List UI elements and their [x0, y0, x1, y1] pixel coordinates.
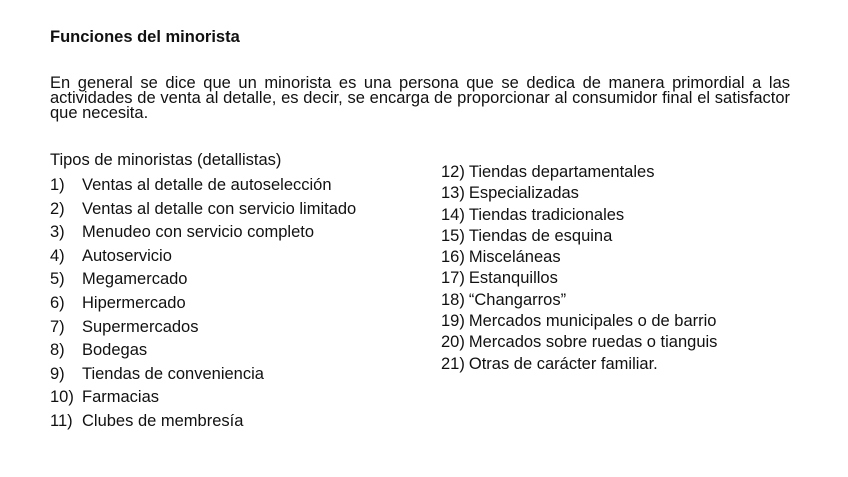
- list-item: [50, 221, 356, 245]
- list-item: [50, 316, 356, 340]
- list-item: [441, 354, 717, 375]
- item-number: 6): [50, 293, 65, 312]
- item-number: 13): [441, 184, 465, 203]
- item-label: Supermercados: [82, 317, 199, 336]
- list-item: [50, 410, 356, 434]
- list-item: [50, 198, 356, 222]
- list-item: [441, 311, 717, 332]
- item-label: Autoservicio: [82, 246, 172, 265]
- item-label: Tiendas departamentales: [468, 163, 655, 181]
- item-number: 16): [441, 248, 465, 267]
- item-number: 2): [50, 199, 65, 218]
- item-label: Misceláneas: [468, 248, 561, 267]
- item-number: 18): [441, 290, 465, 309]
- item-number: 21): [441, 354, 465, 373]
- item-label: “Changarros”: [468, 290, 567, 309]
- item-label: Ventas al detalle con servicio limitado: [82, 199, 357, 218]
- item-number: 1): [50, 176, 65, 194]
- item-label: Especializadas: [468, 184, 579, 203]
- item-label: Tiendas de esquina: [468, 226, 613, 245]
- list-item: [441, 205, 717, 226]
- item-label: Farmacias: [82, 388, 160, 407]
- item-number: 4): [50, 246, 65, 265]
- item-number: 7): [50, 317, 65, 336]
- list-item: [441, 162, 717, 183]
- list-item: [50, 268, 356, 292]
- list-item: [50, 292, 356, 316]
- list-item: [441, 332, 717, 353]
- list-item: [50, 339, 356, 363]
- item-number: 14): [441, 205, 465, 224]
- item-label: Ventas al detalle de autoselección: [82, 176, 332, 194]
- item-number: 8): [50, 341, 65, 360]
- list-item: [441, 226, 717, 247]
- item-label: Mercados sobre ruedas o tianguis: [468, 333, 718, 352]
- list-item: [50, 386, 356, 410]
- list-heading: Tipos de minoristas (detallistas): [50, 151, 282, 169]
- item-number: 9): [50, 364, 65, 383]
- item-label: Tiendas de conveniencia: [82, 364, 264, 383]
- item-number: 10): [50, 388, 74, 407]
- item-label: Megamercado: [82, 270, 188, 289]
- item-number: 3): [50, 223, 65, 242]
- item-label: Mercados municipales o de barrio: [468, 312, 717, 331]
- document-title: Funciones del minorista: [50, 28, 240, 46]
- list-item: [441, 247, 717, 268]
- list-item: [50, 245, 356, 269]
- item-label: Hipermercado: [82, 293, 186, 312]
- item-number: 19): [441, 312, 465, 331]
- item-number: 11): [50, 411, 73, 430]
- item-number: 17): [441, 269, 465, 288]
- item-number: 20): [441, 333, 465, 352]
- item-number: 15): [441, 226, 465, 245]
- item-number: 5): [50, 270, 65, 289]
- item-label: Otras de carácter familiar.: [468, 354, 658, 373]
- item-number: 12): [441, 163, 465, 181]
- item-label: Menudeo con servicio completo: [82, 223, 315, 242]
- intro-paragraph: En general se dice que un minorista es una persona que se dedica de manera primordial a las actividades de venta al detalle, es decir, se encarga de proporcionar al consumidor final el satisfactor que necesita.: [50, 74, 790, 122]
- list-item: [441, 290, 717, 311]
- item-label: Tiendas tradicionales: [468, 205, 625, 224]
- retailer-types-list-left: [50, 174, 356, 434]
- retailer-types-list-right: [441, 162, 717, 375]
- list-item: [441, 268, 717, 289]
- list-item: [441, 183, 717, 204]
- item-label: Estanquillos: [468, 269, 558, 288]
- list-item: [50, 174, 356, 198]
- item-label: Bodegas: [82, 341, 148, 360]
- item-label: Clubes de membresía: [82, 411, 244, 430]
- list-item: [50, 363, 356, 387]
